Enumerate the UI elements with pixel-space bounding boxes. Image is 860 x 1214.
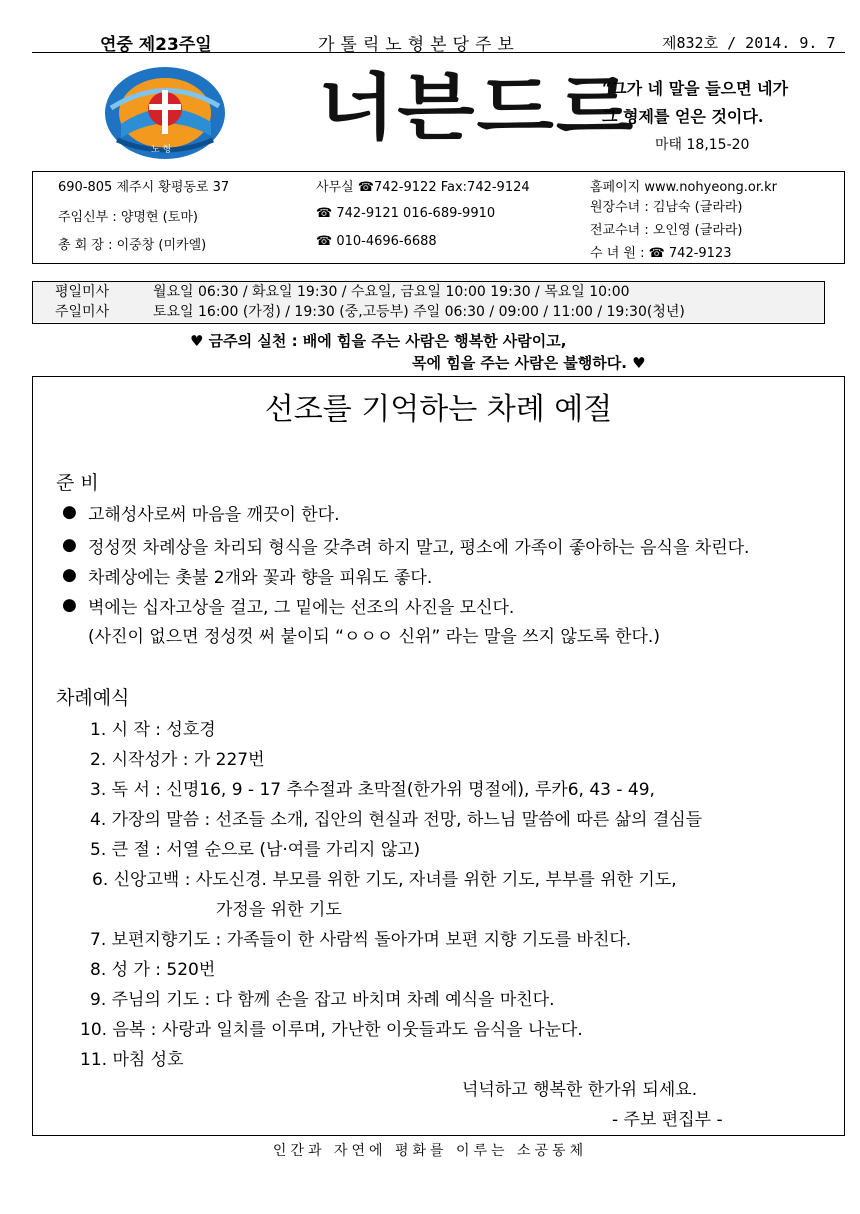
- closing-greeting: 넉넉하고 행복한 한가위 되세요.: [462, 1080, 698, 1100]
- bullet-icon: ●: [62, 565, 77, 585]
- prep-heading: 준 비: [56, 472, 99, 494]
- prep-item: 차례상에는 촛불 2개와 꽃과 향을 피워도 좋다.: [88, 568, 433, 588]
- rite-item: 7. 보편지향기도 : 가족들이 한 사람씩 돌아가며 보편 지향 기도를 바친다.: [90, 930, 632, 950]
- convent-phone: 수 녀 원 : ☎ 742-9123: [590, 246, 732, 261]
- pastor-phone: ☎ 742-9121 016-689-9910: [316, 206, 496, 221]
- sunday-mass-label: 주일미사: [55, 304, 110, 320]
- rite-item: 1. 시 작 : 성호경: [90, 720, 216, 740]
- prep-note: (사진이 없으면 정성껏 써 붙이되 “ㅇㅇㅇ 신위” 라는 말을 쓰지 않도록 한다.): [88, 627, 660, 647]
- weekly-practice-line1: ♥ 금주의 실천 : 배에 힘을 주는 사람은 행복한 사람이고,: [190, 332, 567, 350]
- prep-item: 고해성사로써 마음을 깨끗이 한다.: [88, 505, 340, 525]
- homepage-link[interactable]: 홈페이지 www.nohyeong.or.kr: [590, 180, 778, 195]
- parish-logo-icon: [103, 64, 228, 162]
- weekly-practice-line2: 목에 힘을 주는 사람은 불행하다. ♥: [412, 354, 646, 372]
- masthead-title: 너븐드르: [318, 65, 636, 150]
- footer-motto: 인간과 자연에 평화를 이루는 소공동체: [272, 1143, 588, 1159]
- issue-week: 연중 제23주일: [100, 35, 212, 55]
- scripture-reference: 마태 18,15-20: [655, 137, 750, 153]
- chairman-phone: ☎ 010-4696-6688: [316, 234, 437, 249]
- scripture-quote-line1: “그가 네 말을 들으면 네가: [602, 79, 789, 98]
- bullet-icon: ●: [62, 595, 77, 615]
- publication-name: 가톨릭노형본당주보: [318, 35, 520, 55]
- bullet-icon: ●: [62, 502, 77, 522]
- article-title: 선조를 기억하는 차례 예절: [264, 392, 613, 427]
- rite-heading: 차례예식: [56, 687, 130, 709]
- superior-sister: 원장수녀 : 김남숙 (글라라): [590, 200, 743, 215]
- weekday-mass-row: [33, 282, 824, 303]
- editor-signature: - 주보 편집부 -: [612, 1110, 723, 1130]
- mission-sister: 전교수녀 : 오인영 (글라라): [590, 223, 743, 238]
- issue-number-date: 제832호 / 2014. 9. 7: [662, 34, 836, 52]
- bullet-icon: ●: [62, 535, 77, 555]
- mass-schedule: [32, 281, 825, 324]
- weekday-mass-label: 평일미사: [55, 284, 110, 300]
- header-divider: [32, 52, 845, 53]
- rite-item: 6. 신앙고백 : 사도신경. 부모를 위한 기도, 자녀를 위한 기도, 부부를 위한 기도,: [92, 870, 677, 890]
- sunday-mass-row: [33, 302, 824, 322]
- chairman-name: 총 회 장 : 이중창 (미카엘): [58, 238, 207, 253]
- prep-item: 정성껏 차례상을 차리되 형식을 갖추려 하지 말고, 평소에 가족이 좋아하는 음식을 차린다.: [88, 538, 750, 558]
- rite-item: 8. 성 가 : 520번: [90, 960, 216, 980]
- logo-text: 노 형: [151, 145, 172, 155]
- rite-item: 5. 큰 절 : 서열 순으로 (남·여를 가리지 않고): [90, 840, 421, 860]
- office-contact: 사무실 ☎742-9122 Fax:742-9124: [316, 180, 530, 195]
- rite-item: 2. 시작성가 : 가 227번: [90, 750, 265, 770]
- rite-item-continuation: 가정을 위한 기도: [216, 900, 342, 920]
- pastor-name: 주임신부 : 양명현 (토마): [58, 210, 198, 225]
- sunday-mass-times: 토요일 16:00 (가정) / 19:30 (중,고등부) 주일 06:30 / 09:00 / 11:00 / 19:30(청년): [153, 304, 685, 320]
- prep-item: 벽에는 십자고상을 걸고, 그 밑에는 선조의 사진을 모신다.: [88, 598, 515, 618]
- rite-item: 10. 음복 : 사랑과 일치를 이루며, 가난한 이웃들과도 음식을 나눈다.: [80, 1020, 583, 1040]
- rite-item: 9. 주님의 기도 : 다 함께 손을 잡고 바치며 차례 예식을 마친다.: [90, 990, 555, 1010]
- parish-address: 690-805 제주시 황평동로 37: [58, 180, 230, 195]
- rite-item: 3. 독 서 : 신명16, 9 - 17 추수절과 초막절(한가위 명절에), 루카6, 43 - 49,: [90, 780, 655, 800]
- weekday-mass-times: 월요일 06:30 / 화요일 19:30 / 수요일, 금요일 10:00 19:30 / 목요일 10:00: [153, 284, 630, 300]
- scripture-quote-line2: 그 형제를 얻은 것이다.: [602, 107, 764, 126]
- rite-item: 4. 가장의 말씀 : 선조들 소개, 집안의 현실과 전망, 하느님 말씀에 따른 삶의 결심들: [90, 810, 703, 830]
- rite-item: 11. 마침 성호: [80, 1050, 184, 1070]
